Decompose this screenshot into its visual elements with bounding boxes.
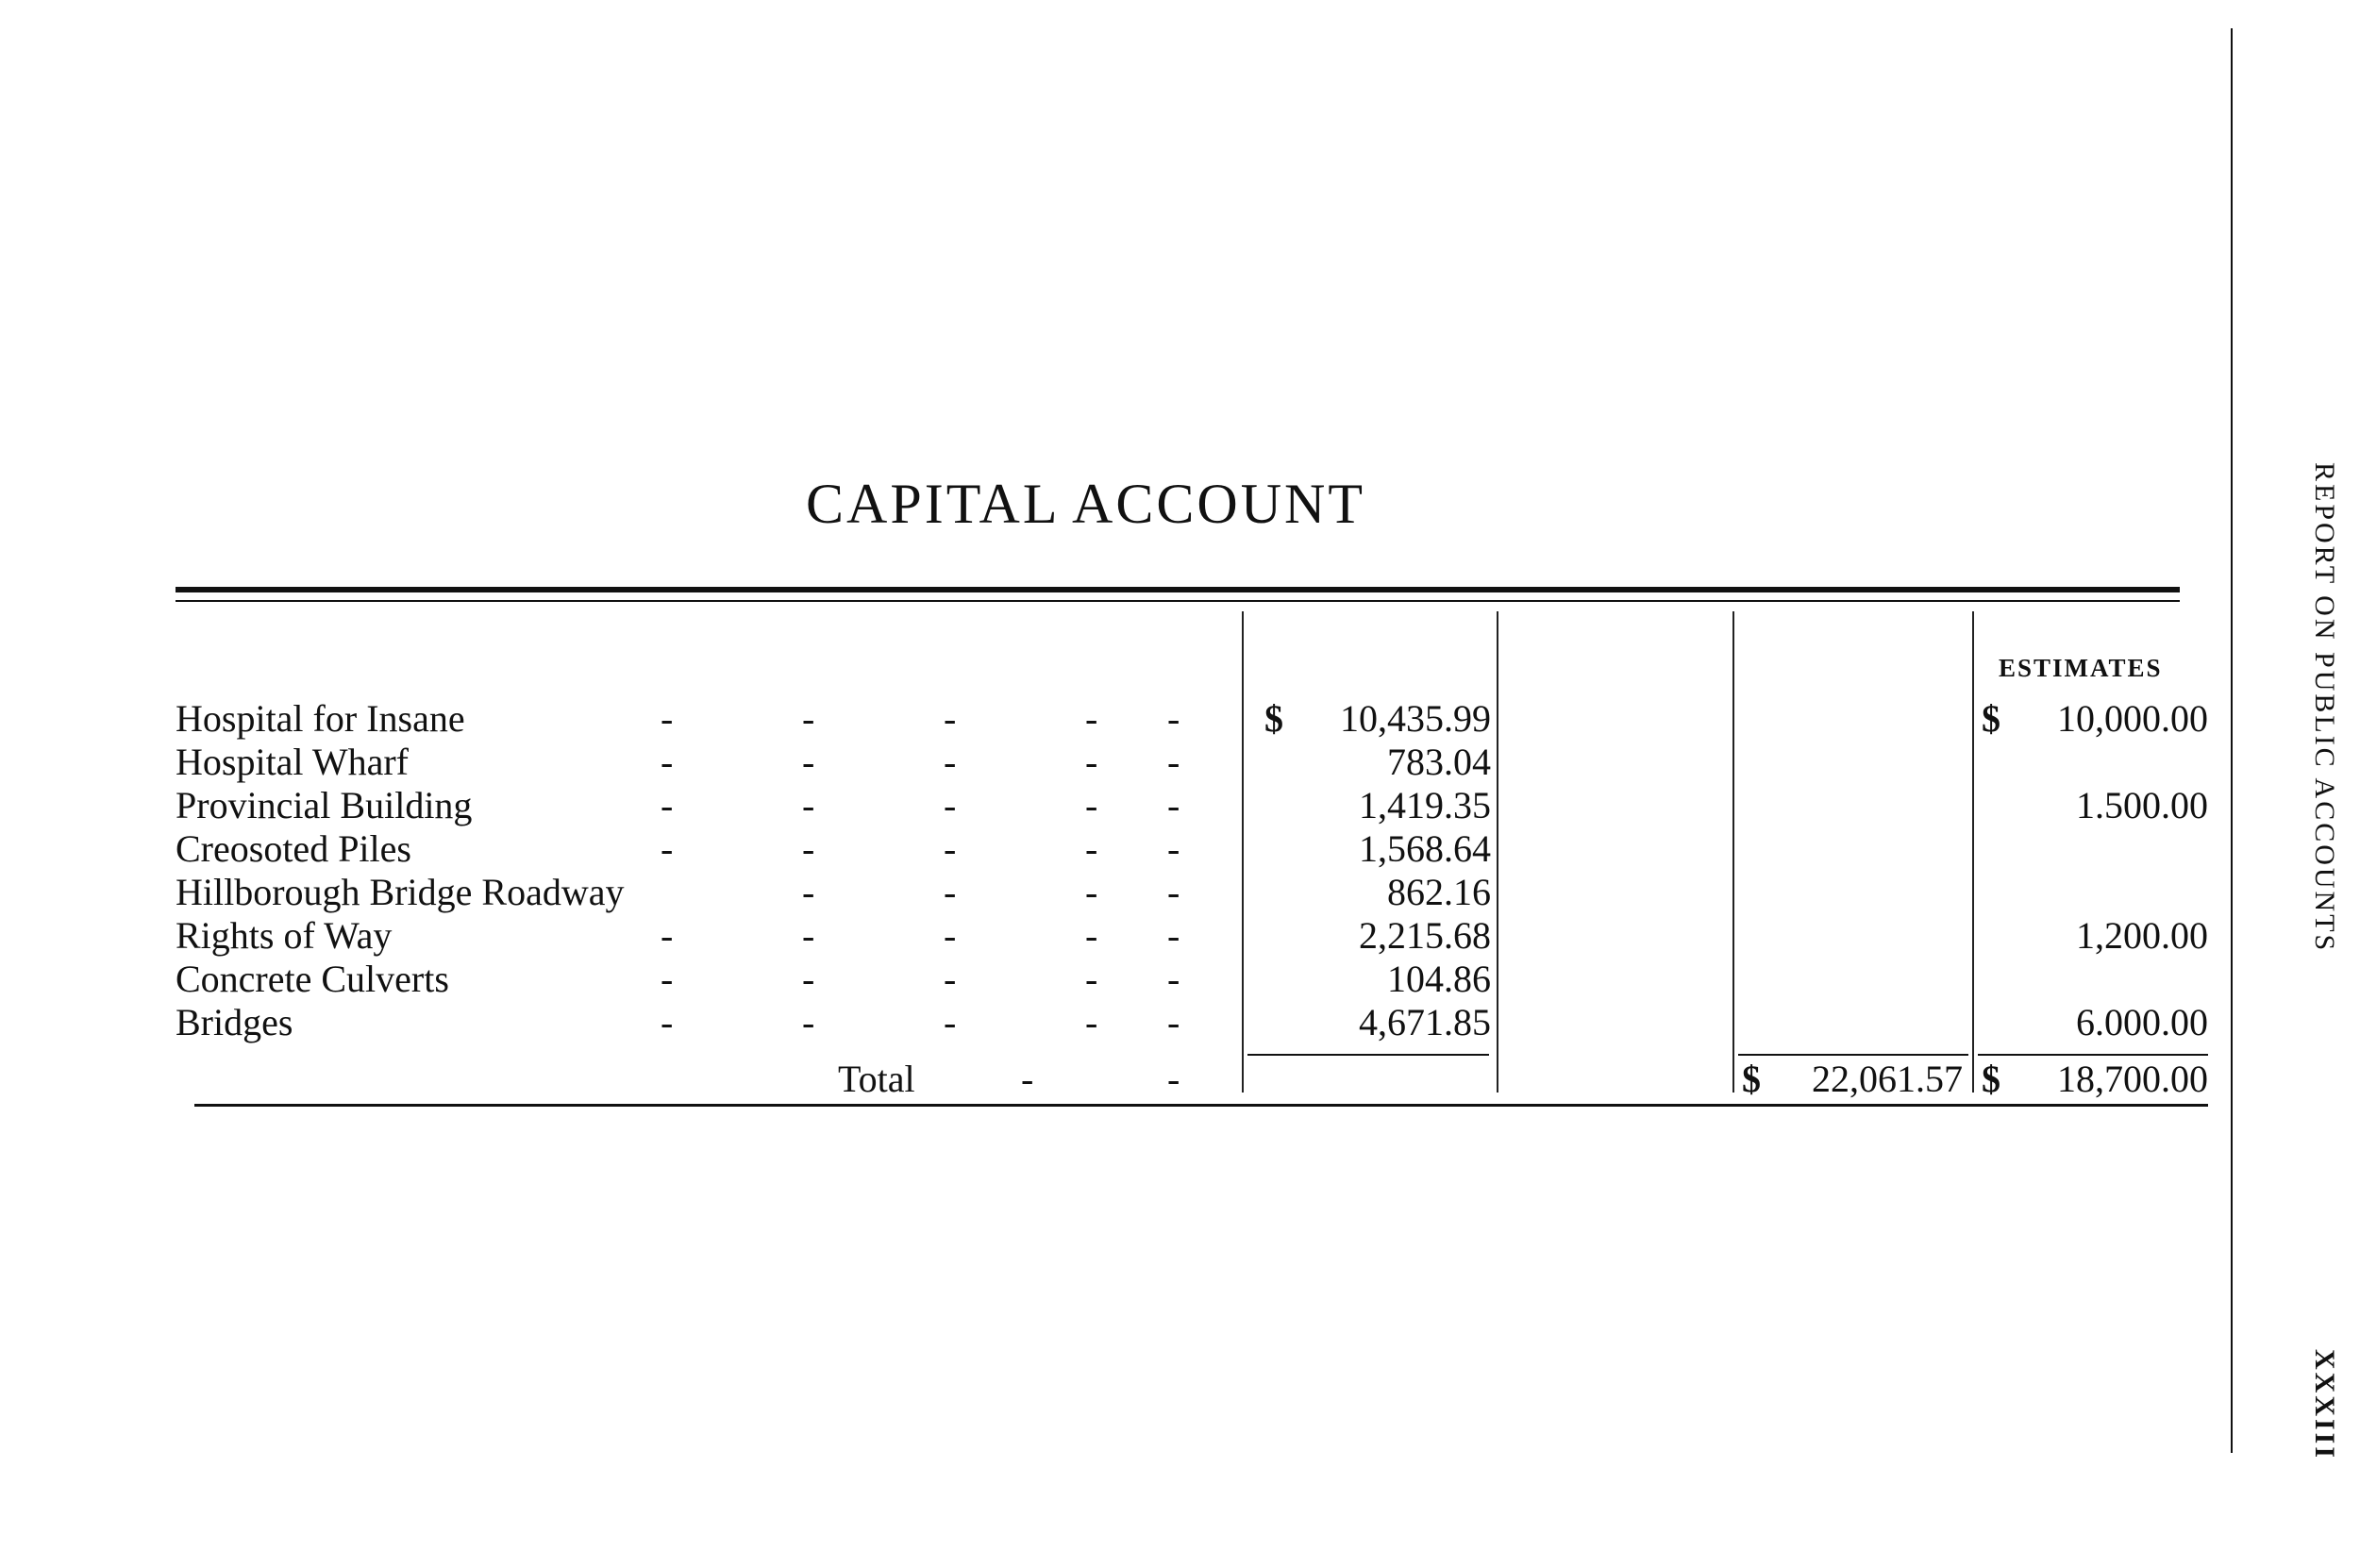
leader-dash: - xyxy=(802,784,815,826)
leader-dash: - xyxy=(802,914,815,957)
estimate-total: 18,700.00 xyxy=(2057,1058,2208,1100)
leader-dash: - xyxy=(802,871,815,913)
item-label: Concrete Culverts xyxy=(176,958,449,1000)
subtotal-rule xyxy=(1247,1054,1489,1056)
expenditure-amount: 783.04 xyxy=(1387,741,1491,783)
expenditure-amount: 4,671.85 xyxy=(1359,1001,1491,1043)
leader-dash: - xyxy=(1167,871,1180,913)
expenditure-amount: 1,568.64 xyxy=(1359,827,1491,870)
leader-dash: - xyxy=(944,697,957,740)
item-label: Hillborough Bridge Roadway xyxy=(176,871,625,913)
total-label: Total xyxy=(838,1058,915,1100)
leader-dash: - xyxy=(1085,914,1098,957)
dollar-sign: $ xyxy=(1982,697,2000,740)
leader-dash: - xyxy=(1085,697,1098,740)
dollar-sign: $ xyxy=(1264,697,1283,740)
top-rule-thick xyxy=(176,587,2180,592)
leader-dash: - xyxy=(1085,784,1098,826)
bottom-rule xyxy=(194,1104,2208,1107)
leader-dash: - xyxy=(1085,871,1098,913)
margin-line xyxy=(2231,28,2233,1453)
ledger-row xyxy=(0,783,2360,826)
leader-dash: - xyxy=(944,914,957,957)
subtotal-rule xyxy=(1978,1054,2208,1056)
leader-dash: - xyxy=(944,871,957,913)
top-rule-thin xyxy=(176,600,2180,602)
ledger-row xyxy=(0,913,2360,957)
leader-dash: - xyxy=(661,741,674,783)
leader-dash: - xyxy=(944,1001,957,1043)
leader-dash: - xyxy=(1085,827,1098,870)
expenditure-total: 22,061.57 xyxy=(1812,1058,1963,1100)
item-label: Hospital for Insane xyxy=(176,697,465,740)
estimate-amount: 6.000.00 xyxy=(2076,1001,2208,1043)
leader-dash: - xyxy=(802,697,815,740)
ledger-row xyxy=(0,957,2360,1000)
item-label: Creosoted Piles xyxy=(176,827,411,870)
leader-dash: - xyxy=(661,827,674,870)
dollar-sign: $ xyxy=(1982,1058,2000,1100)
leader-dash: - xyxy=(1167,741,1180,783)
dollar-sign: $ xyxy=(1742,1058,1761,1100)
leader-dash: - xyxy=(1085,741,1098,783)
leader-dash: - xyxy=(1167,1058,1180,1100)
estimate-amount: 1,200.00 xyxy=(2076,914,2208,957)
leader-dash: - xyxy=(661,958,674,1000)
leader-dash: - xyxy=(661,697,674,740)
leader-dash: - xyxy=(1021,1058,1034,1100)
leader-dash: - xyxy=(661,914,674,957)
leader-dash: - xyxy=(944,827,957,870)
item-label: Hospital Wharf xyxy=(176,741,409,783)
expenditure-amount: 862.16 xyxy=(1387,871,1491,913)
ledger-row xyxy=(0,870,2360,913)
leader-dash: - xyxy=(802,958,815,1000)
item-label: Provincial Building xyxy=(176,784,473,826)
total-row xyxy=(0,1057,2360,1100)
expenditure-amount: 2,215.68 xyxy=(1359,914,1491,957)
page-title: CAPITAL ACCOUNT xyxy=(806,473,1365,535)
leader-dash: - xyxy=(944,784,957,826)
estimates-column-header: ESTIMATES xyxy=(1999,654,2163,682)
expenditure-amount: 10,435.99 xyxy=(1340,697,1491,740)
leader-dash: - xyxy=(1167,697,1180,740)
leader-dash: - xyxy=(802,741,815,783)
estimate-amount: 1.500.00 xyxy=(2076,784,2208,826)
leader-dash: - xyxy=(1167,958,1180,1000)
leader-dash: - xyxy=(661,784,674,826)
leader-dash: - xyxy=(661,1001,674,1043)
leader-dash: - xyxy=(1085,958,1098,1000)
leader-dash: - xyxy=(944,958,957,1000)
ledger-row xyxy=(0,740,2360,783)
expenditure-amount: 1,419.35 xyxy=(1359,784,1491,826)
estimate-amount: 10,000.00 xyxy=(2057,697,2208,740)
leader-dash: - xyxy=(1167,827,1180,870)
page-number: XXXIII xyxy=(2309,1349,2340,1461)
leader-dash: - xyxy=(1085,1001,1098,1043)
leader-dash: - xyxy=(1167,784,1180,826)
subtotal-rule xyxy=(1738,1054,1968,1056)
leader-dash: - xyxy=(802,1001,815,1043)
leader-dash: - xyxy=(944,741,957,783)
ledger-row xyxy=(0,696,2360,740)
leader-dash: - xyxy=(802,827,815,870)
item-label: Bridges xyxy=(176,1001,293,1043)
item-label: Rights of Way xyxy=(176,914,393,957)
expenditure-amount: 104.86 xyxy=(1387,958,1491,1000)
ledger-row xyxy=(0,826,2360,870)
running-header: REPORT ON PUBLIC ACCOUNTS xyxy=(2309,462,2340,954)
leader-dash: - xyxy=(1167,1001,1180,1043)
leader-dash: - xyxy=(1167,914,1180,957)
ledger-row xyxy=(0,1000,2360,1043)
